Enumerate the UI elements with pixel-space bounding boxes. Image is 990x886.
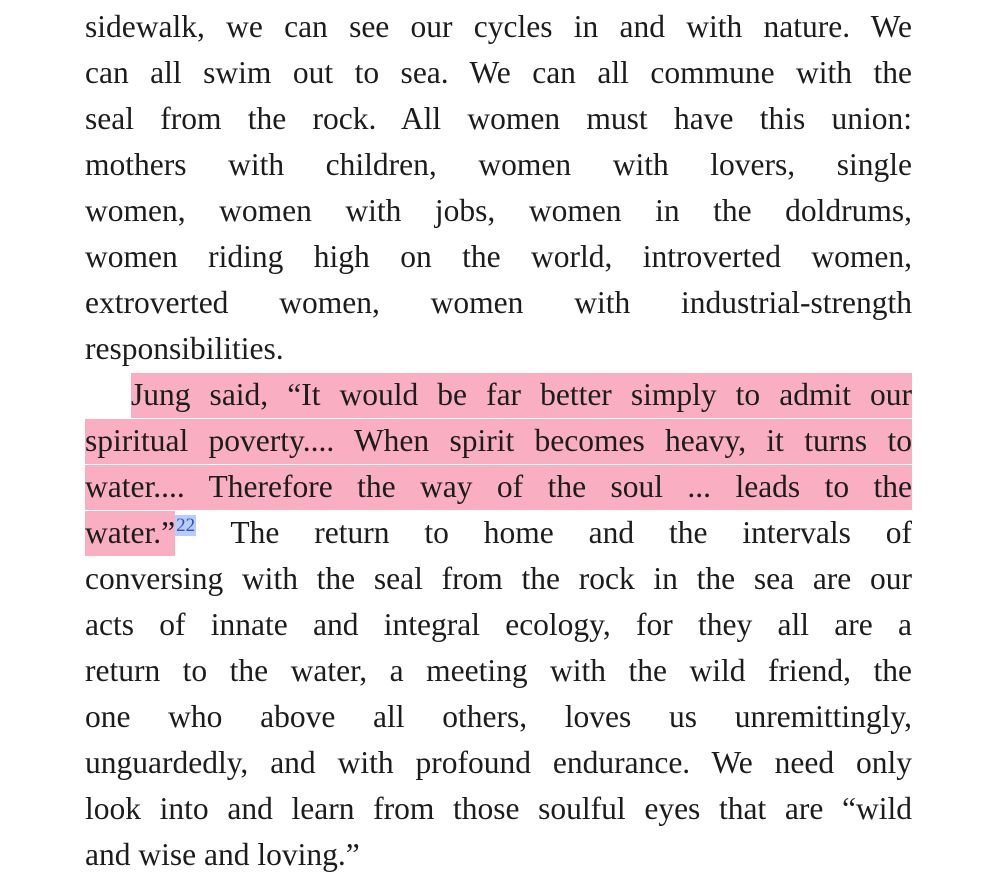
highlighted-line	[85, 418, 912, 464]
paragraph-continued	[85, 4, 912, 372]
highlighted-line	[85, 464, 912, 510]
text-line: mothers with children, women with lovers, single	[85, 147, 912, 182]
text-line: responsibilities.	[85, 331, 284, 366]
text-line: can all swim out to sea. We can all commune with the	[85, 55, 912, 90]
text-line: seal from the rock. All women must have this union:	[85, 101, 912, 136]
text-line: acts of innate and integral ecology, for they all are a	[85, 607, 912, 642]
highlight-span[interactable]: water.”	[85, 511, 175, 556]
footnote-link[interactable]: 22	[176, 515, 196, 536]
text-line: and wise and loving.”	[85, 837, 360, 872]
highlighted-line	[85, 372, 912, 418]
text-line: unguardedly, and with profound endurance. We need only	[85, 745, 912, 780]
highlight-span[interactable]: spiritual poverty.... When spirit becomes heavy, it turns to	[85, 419, 912, 464]
text-line: return to the water, a meeting with the wild friend, the	[85, 653, 912, 688]
paragraph-jung-quote	[85, 372, 912, 878]
text-line: extroverted women, women with industrial-strength	[85, 285, 912, 320]
text-line: sidewalk, we can see our cycles in and with nature. We	[85, 9, 912, 44]
text-line: one who above all others, loves us unremittingly,	[85, 699, 912, 734]
highlight-span[interactable]: water.... Therefore the way of the soul ... leads to the	[85, 465, 912, 510]
text-line: women, women with jobs, women in the doldrums,	[85, 193, 912, 228]
book-page	[85, 4, 912, 878]
mixed-line	[85, 510, 912, 556]
highlight-span[interactable]: Jung said, “It would be far better simply to admit our	[131, 373, 912, 418]
text-line: conversing with the seal from the rock in the sea are our	[85, 561, 912, 596]
text-fragment: The return to home and the intervals of	[230, 515, 912, 550]
text-line: look into and learn from those soulful eyes that are “wild	[85, 791, 912, 826]
text-line: women riding high on the world, introverted women,	[85, 239, 912, 274]
